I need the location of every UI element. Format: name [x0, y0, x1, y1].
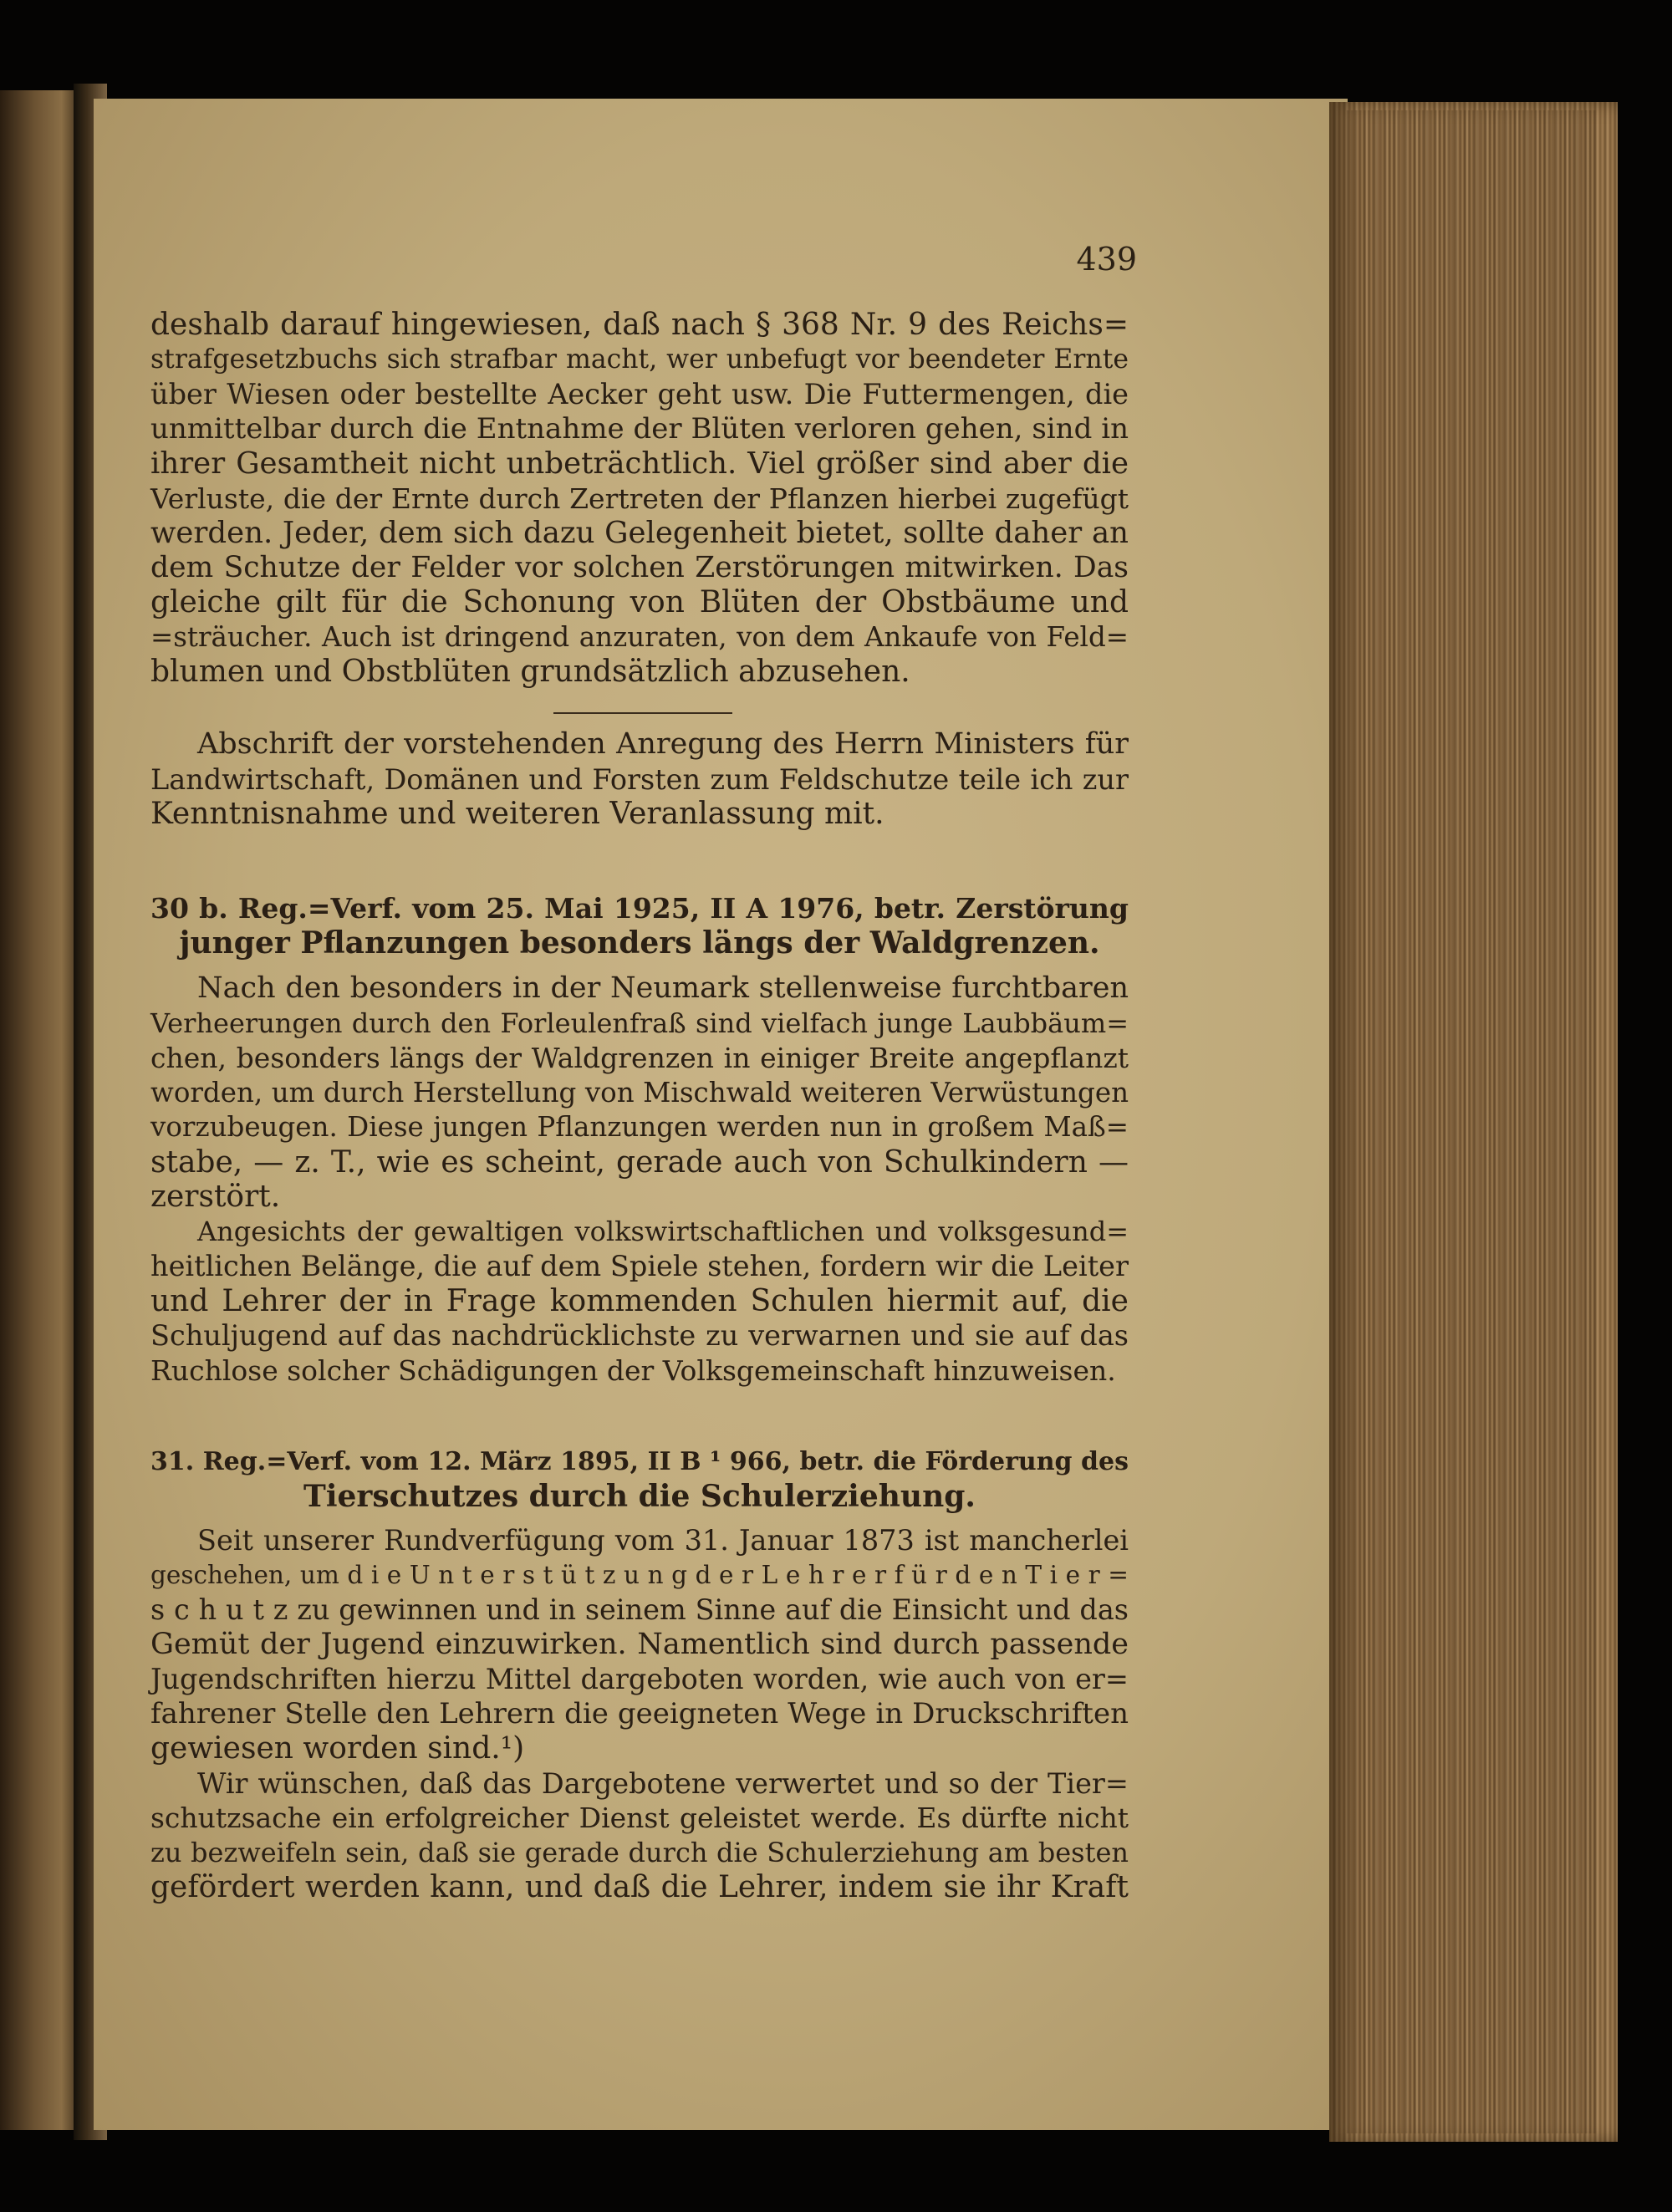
- text-line: Jugendschriften hierzu Mittel dargeboten worden, wie auch von er=: [150, 1663, 1129, 1695]
- text-line: geschehen, um d i e U n t e r s t ü t z u n g d e r L e h r e r f ü r d e n T i e r =: [150, 1560, 1129, 1589]
- text-line: Nach den besonders in der Neumark stellenweise furchtbaren: [197, 971, 1129, 1005]
- section-divider: [553, 712, 732, 714]
- text-line: deshalb darauf hingewiesen, daß nach § 368 Nr. 9 des Reichs=: [150, 308, 1129, 342]
- text-line: zerstört.: [150, 1180, 281, 1214]
- text-line: Abschrift der vorstehenden Anregung des Herrn Ministers für: [197, 727, 1129, 761]
- text-line: Ruchlose solcher Schädigungen der Volksgemeinschaft hinzuweisen.: [150, 1353, 1116, 1387]
- text-line: Verheerungen durch den Forleulenfraß sind vielfach junge Laubbäum=: [150, 1007, 1129, 1039]
- heading-line: 30 b. Reg.=Verf. vom 25. Mai 1925, II A 1976, betr. Zerstörung: [150, 892, 1129, 925]
- text-line: worden, um durch Herstellung von Mischwald weiteren Verwüstungen: [150, 1076, 1129, 1109]
- page-number: 439: [1076, 241, 1137, 278]
- text-line: Landwirtschaft, Domänen und Forsten zum Feldschutze teile ich zur: [150, 762, 1129, 796]
- text-line: und Lehrer der in Frage kommenden Schulen hiermit auf, die: [150, 1283, 1129, 1318]
- text-line: =sträucher. Auch ist dringend anzuraten, von dem Ankaufe von Feld=: [150, 620, 1129, 653]
- text-line: dem Schutze der Felder vor solchen Zerstörungen mitwirken. Das: [150, 550, 1129, 584]
- text-line: gleiche gilt für die Schonung von Blüten der Obstbäume und: [150, 585, 1129, 619]
- text-line: Gemüt der Jugend einzuwirken. Namentlich sind durch passende: [150, 1627, 1129, 1661]
- text-line: gefördert werden kann, und daß die Lehrer, indem sie ihr Kraft: [150, 1870, 1129, 1904]
- text-line: über Wiesen oder bestellte Aecker geht usw. Die Futtermengen, die: [150, 378, 1129, 410]
- text-line: schutzsache ein erfolgreicher Dienst geleistet werde. Es dürfte nicht: [150, 1802, 1129, 1834]
- text-line: s c h u t z zu gewinnen und in seinem Sinne auf die Einsicht und das: [150, 1593, 1129, 1626]
- paragraph-30b-body: [150, 971, 1129, 1388]
- text-line: unmittelbar durch die Entnahme der Blüten verloren gehen, sind in: [150, 411, 1129, 446]
- text-line: blumen und Obstblüten grundsätzlich abzusehen.: [150, 655, 910, 689]
- paragraph-abschrift: [150, 727, 1129, 832]
- text-line: ihrer Gesamtheit nicht unbeträchtlich. Viel größer sind aber die: [150, 446, 1129, 481]
- text-line: zu bezweifeln sein, daß sie gerade durch die Schulerziehung am besten: [150, 1836, 1129, 1868]
- page-stack-texture: [1346, 110, 1597, 2133]
- text-line: stabe, — z. T., wie es scheint, gerade auch von Schulkindern —: [150, 1144, 1129, 1180]
- paragraph-feldschutz-continuation: [150, 308, 1129, 690]
- text-line: chen, besonders längs der Waldgrenzen in einiger Breite angepflanzt: [150, 1042, 1129, 1074]
- text-line: Verluste, die der Ernte durch Zertreten der Pflanzen hierbei zugefügt: [150, 482, 1129, 515]
- text-line: Seit unserer Rundverfügung vom 31. Januar 1873 ist mancherlei: [197, 1524, 1129, 1557]
- heading-line: 31. Reg.=Verf. vom 12. März 1895, II B ¹ 966, betr. die Förderung des: [150, 1447, 1129, 1476]
- left-page-edge: [0, 90, 77, 2130]
- heading-line: junger Pflanzungen besonders längs der Waldgrenzen.: [179, 925, 1100, 961]
- text-line: Schuljugend auf das nachdrücklichste zu verwarnen und sie auf das: [150, 1319, 1129, 1352]
- text-line: Angesichts der gewaltigen volkswirtschaftlichen und volksgesund=: [197, 1215, 1129, 1247]
- text-line: fahrener Stelle den Lehrern die geeigneten Wege in Druckschriften: [150, 1696, 1129, 1730]
- heading-30b: [150, 891, 1129, 961]
- text-line: strafgesetzbuchs sich strafbar macht, wer unbefugt vor beendeter Ernte: [150, 344, 1129, 375]
- text-line: gewiesen worden sind.¹): [150, 1731, 525, 1766]
- text-line: vorzubeugen. Diese jungen Pflanzungen werden nun in großem Maß=: [150, 1111, 1129, 1143]
- text-line: werden. Jeder, dem sich dazu Gelegenheit bietet, sollte daher an: [150, 516, 1129, 550]
- text-line: Wir wünschen, daß das Dargebotene verwertet und so der Tier=: [197, 1766, 1129, 1800]
- paragraph-31-body: [150, 1523, 1129, 1905]
- heading-31: [150, 1445, 1129, 1514]
- heading-line: Tierschutzes durch die Schulerziehung.: [303, 1478, 976, 1514]
- text-line: Kenntnisnahme und weiteren Veranlassung mit.: [150, 797, 884, 831]
- text-line: heitlichen Belänge, die auf dem Spiele stehen, fordern wir die Leiter: [150, 1250, 1129, 1282]
